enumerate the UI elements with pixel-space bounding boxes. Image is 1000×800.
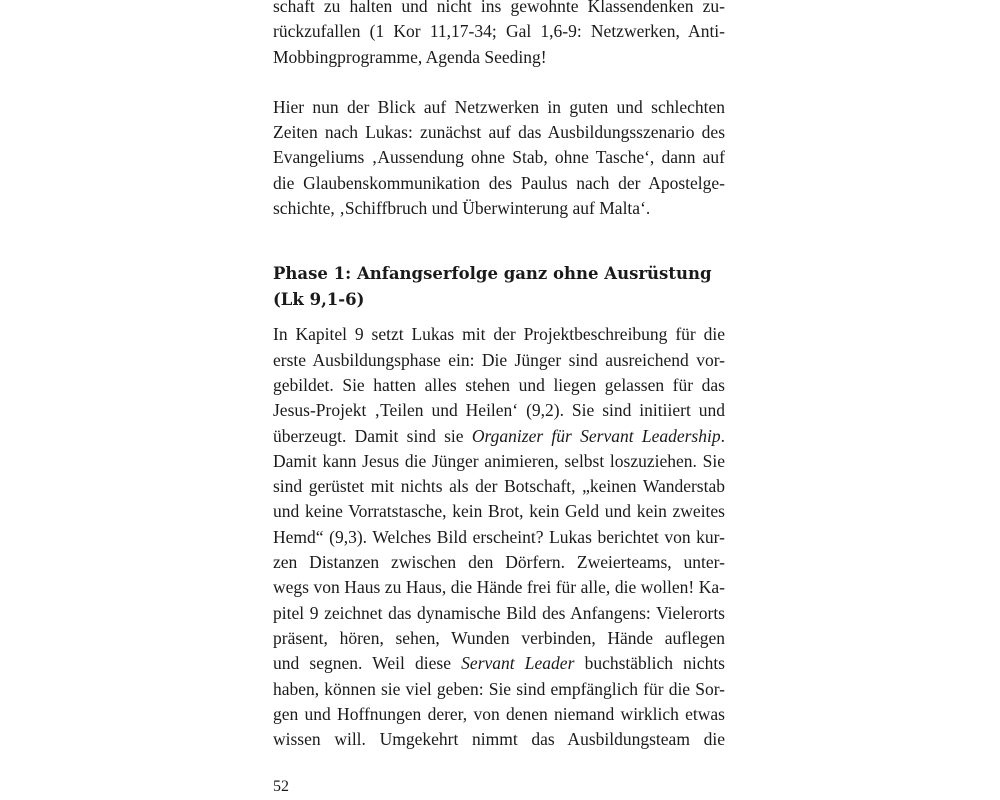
text-line: In Kapitel 9 setzt Lukas mit der Projektbeschreibung für die bbox=[273, 324, 725, 345]
text-line: gebildet. Sie hatten alles stehen und liegen gelassen für das bbox=[273, 374, 725, 395]
text-line: erste Ausbildungsphase ein: Die Jünger sind ausreichend vor- bbox=[273, 349, 725, 370]
text-line: präsent, hören, sehen, Wunden verbinden, Hände auflegen bbox=[273, 627, 725, 648]
text-line: sind gerüstet mit nichts als der Botschaft, „keinen Wanderstab bbox=[273, 476, 725, 497]
heading-line: (Lk 9,1-6) bbox=[273, 289, 365, 309]
text-line: Hier nun der Blick auf Netzwerken in guten und schlechten bbox=[273, 96, 725, 117]
heading-line: Phase 1: Anfangserfolge ganz ohne Ausrüstung bbox=[273, 264, 712, 284]
text-line: schichte, ‚Schiffbruch und Überwinterung auf Malta‘. bbox=[273, 198, 651, 219]
text-line: haben, können sie viel geben: Sie sind empfänglich für die Sor- bbox=[273, 678, 725, 699]
book-page bbox=[273, 0, 725, 752]
emphasis: Organizer für Servant Leadership bbox=[471, 425, 721, 446]
text-line: Hemd“ (9,3). Welches Bild erscheint? Lukas berichtet von kur- bbox=[273, 526, 725, 547]
text-line: gen und Hoffnungen derer, von denen niemand wirklich etwas bbox=[273, 703, 725, 724]
text-line: Evangeliums ‚Aussendung ohne Stab, ohne Tasche‘, dann auf bbox=[273, 147, 725, 168]
emphasis: Servant Leader bbox=[461, 653, 575, 674]
text-line bbox=[273, 424, 725, 449]
text-line bbox=[273, 651, 725, 676]
text-run: überzeugt. Damit sind sie bbox=[273, 425, 472, 446]
text-line: und keine Vorratstasche, kein Brot, kein Geld und kein zweites bbox=[273, 501, 725, 522]
text-line: Jesus-Projekt ‚Teilen und Heilen‘ (9,2). Sie sind initiiert und bbox=[273, 400, 725, 421]
text-run: . bbox=[720, 425, 725, 446]
intro-paragraph bbox=[273, 0, 725, 70]
text-run: buchstäblich nichts bbox=[574, 653, 725, 674]
overview-paragraph bbox=[273, 95, 725, 221]
text-line: Mobbingprogramme, Agenda Seeding! bbox=[273, 46, 547, 67]
text-line: pitel 9 zeichnet das dynamische Bild des Anfangens: Vielerorts bbox=[273, 602, 725, 623]
text-line: zen Distanzen zwischen den Dörfern. Zweierteams, unter- bbox=[273, 552, 725, 573]
text-run: und segnen. Weil diese bbox=[273, 653, 462, 674]
page-number: 52 bbox=[273, 778, 289, 795]
text-line: Damit kann Jesus die Jünger animieren, selbst loszuziehen. Sie bbox=[273, 450, 725, 471]
section-heading bbox=[273, 261, 725, 312]
text-line: wissen will. Umgekehrt nimmt das Ausbildungsteam die bbox=[273, 729, 725, 750]
text-line: die Glaubenskommunikation des Paulus nach der Apostelge- bbox=[273, 172, 725, 193]
text-line: wegs von Haus zu Haus, die Hände frei für alle, die wollen! Ka- bbox=[273, 577, 725, 598]
text-line: Zeiten nach Lukas: zunächst auf das Ausbildungsszenario des bbox=[273, 122, 725, 143]
text-line: schaft zu halten und nicht ins gewohnte Klassendenken zu- bbox=[273, 0, 725, 16]
text-line: rückzufallen (1 Kor 11,17-34; Gal 1,6-9: Netzwerken, Anti- bbox=[273, 21, 725, 42]
body-paragraph bbox=[273, 322, 725, 752]
